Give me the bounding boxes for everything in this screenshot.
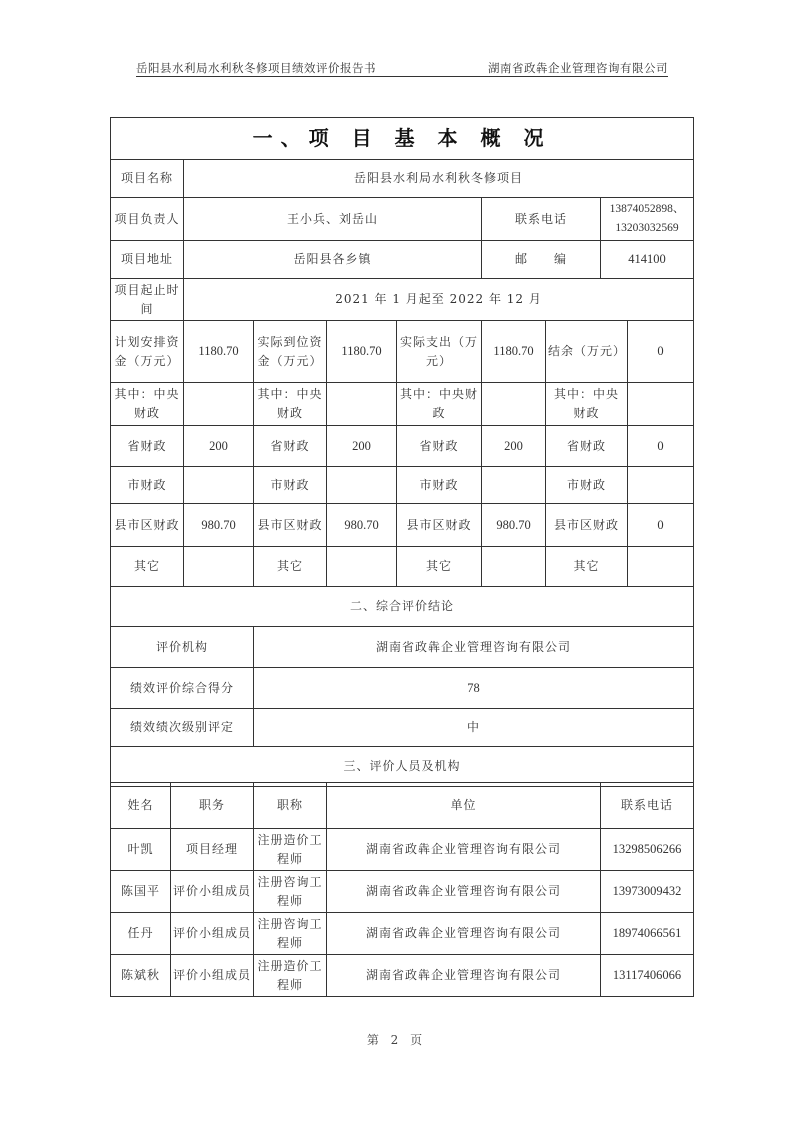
evaluator-unit: 湖南省政犇企业管理咨询有限公司 bbox=[327, 913, 601, 955]
evaluator-title: 注册造价工程师 bbox=[254, 829, 327, 871]
fund-label: 省财政 bbox=[397, 426, 482, 467]
fund-label: 其中：中央财政 bbox=[111, 383, 184, 426]
balance-value: 0 bbox=[628, 321, 694, 383]
actual-spent-value: 1180.70 bbox=[482, 321, 546, 383]
fund-label: 省财政 bbox=[254, 426, 327, 467]
header-company: 湖南省政犇企业管理咨询有限公司 bbox=[488, 61, 668, 75]
fund-value bbox=[327, 383, 397, 426]
fund-label: 县市区财政 bbox=[254, 504, 327, 547]
evaluator-title: 注册造价工程师 bbox=[254, 955, 327, 997]
planned-funds-label: 计划安排资金（万元） bbox=[111, 321, 184, 383]
section3-title: 三、评价人员及机构 bbox=[111, 747, 694, 787]
fund-value: 980.70 bbox=[327, 504, 397, 547]
balance-label: 结余（万元） bbox=[546, 321, 628, 383]
phone: 13874052898、13203032569 bbox=[601, 198, 694, 241]
fund-label: 其它 bbox=[546, 547, 628, 587]
postcode: 414100 bbox=[601, 241, 694, 279]
fund-value bbox=[327, 547, 397, 587]
planned-funds-value: 1180.70 bbox=[184, 321, 254, 383]
evaluator-phone: 13973009432 bbox=[601, 871, 694, 913]
section2-title: 二、综合评价结论 bbox=[111, 587, 694, 627]
project-name-label: 项目名称 bbox=[111, 160, 184, 198]
evaluator-phone: 13298506266 bbox=[601, 829, 694, 871]
fund-label: 县市区财政 bbox=[397, 504, 482, 547]
address-label: 项目地址 bbox=[111, 241, 184, 279]
evaluator-duty: 项目经理 bbox=[171, 829, 254, 871]
col-name: 姓名 bbox=[111, 783, 171, 829]
col-phone: 联系电话 bbox=[601, 783, 694, 829]
fund-value bbox=[628, 383, 694, 426]
fund-value: 200 bbox=[482, 426, 546, 467]
fund-value bbox=[482, 383, 546, 426]
evaluator-name: 任丹 bbox=[111, 913, 171, 955]
fund-value bbox=[184, 467, 254, 504]
section1-title: 一、项 目 基 本 概 况 bbox=[111, 118, 694, 160]
actual-received-value: 1180.70 bbox=[327, 321, 397, 383]
evaluator-unit: 湖南省政犇企业管理咨询有限公司 bbox=[327, 829, 601, 871]
fund-value bbox=[184, 547, 254, 587]
col-title: 职称 bbox=[254, 783, 327, 829]
evaluator-duty: 评价小组成员 bbox=[171, 955, 254, 997]
org: 湖南省政犇企业管理咨询有限公司 bbox=[254, 627, 694, 668]
leader-label: 项目负责人 bbox=[111, 198, 184, 241]
fund-value bbox=[482, 467, 546, 504]
evaluator-title: 注册咨询工程师 bbox=[254, 913, 327, 955]
evaluator-unit: 湖南省政犇企业管理咨询有限公司 bbox=[327, 871, 601, 913]
fund-label: 市财政 bbox=[254, 467, 327, 504]
leader: 王小兵、刘岳山 bbox=[184, 198, 482, 241]
evaluators-header-row bbox=[111, 783, 694, 829]
fund-value: 0 bbox=[628, 504, 694, 547]
fund-label: 省财政 bbox=[111, 426, 184, 467]
funds-row-other bbox=[111, 547, 694, 587]
evaluator-duty: 评价小组成员 bbox=[171, 913, 254, 955]
fund-label: 市财政 bbox=[546, 467, 628, 504]
fund-value bbox=[184, 383, 254, 426]
page-number: 第 2 页 bbox=[366, 1033, 427, 1047]
evaluator-unit: 湖南省政犇企业管理咨询有限公司 bbox=[327, 955, 601, 997]
fund-label: 省财政 bbox=[546, 426, 628, 467]
table-row bbox=[111, 829, 694, 871]
grade-label: 绩效绩次级别评定 bbox=[111, 709, 254, 747]
report-table bbox=[110, 117, 694, 787]
funds-row-central bbox=[111, 383, 694, 426]
fund-label: 市财政 bbox=[111, 467, 184, 504]
fund-value: 980.70 bbox=[482, 504, 546, 547]
project-name: 岳阳县水利局水利秋冬修项目 bbox=[184, 160, 694, 198]
fund-label: 其它 bbox=[254, 547, 327, 587]
table-row bbox=[111, 871, 694, 913]
address: 岳阳县各乡镇 bbox=[184, 241, 482, 279]
score-label: 绩效评价综合得分 bbox=[111, 668, 254, 709]
fund-label: 县市区财政 bbox=[546, 504, 628, 547]
phone-label: 联系电话 bbox=[482, 198, 601, 241]
fund-label: 县市区财政 bbox=[111, 504, 184, 547]
fund-label: 其它 bbox=[397, 547, 482, 587]
evaluator-phone: 18974066561 bbox=[601, 913, 694, 955]
fund-value: 200 bbox=[184, 426, 254, 467]
table-row bbox=[111, 913, 694, 955]
actual-spent-label: 实际支出（万元） bbox=[397, 321, 482, 383]
fund-value bbox=[482, 547, 546, 587]
org-label: 评价机构 bbox=[111, 627, 254, 668]
evaluator-name: 叶凯 bbox=[111, 829, 171, 871]
evaluator-phone: 13117406066 bbox=[601, 955, 694, 997]
score: 78 bbox=[254, 668, 694, 709]
fund-label: 其中：中央财政 bbox=[254, 383, 327, 426]
funds-row-province bbox=[111, 426, 694, 467]
fund-label: 其中：中央财政 bbox=[546, 383, 628, 426]
funds-row-city bbox=[111, 467, 694, 504]
funds-row-county bbox=[111, 504, 694, 547]
period-label: 项目起止时间 bbox=[111, 279, 184, 321]
col-duty: 职务 bbox=[171, 783, 254, 829]
actual-received-label: 实际到位资金（万元） bbox=[254, 321, 327, 383]
fund-value bbox=[628, 547, 694, 587]
fund-value: 200 bbox=[327, 426, 397, 467]
postcode-label: 邮 编 bbox=[482, 241, 601, 279]
evaluator-name: 陈国平 bbox=[111, 871, 171, 913]
evaluator-name: 陈斌秋 bbox=[111, 955, 171, 997]
period: 2021 年 1 月起至 2022 年 12 月 bbox=[184, 279, 694, 321]
evaluator-title: 注册咨询工程师 bbox=[254, 871, 327, 913]
fund-label: 市财政 bbox=[397, 467, 482, 504]
fund-value bbox=[628, 467, 694, 504]
table-row bbox=[111, 955, 694, 997]
fund-value: 980.70 bbox=[184, 504, 254, 547]
evaluators-table bbox=[110, 782, 694, 997]
fund-value: 0 bbox=[628, 426, 694, 467]
fund-label: 其中：中央财政 bbox=[397, 383, 482, 426]
col-unit: 单位 bbox=[327, 783, 601, 829]
fund-value bbox=[327, 467, 397, 504]
grade: 中 bbox=[254, 709, 694, 747]
evaluator-duty: 评价小组成员 bbox=[171, 871, 254, 913]
fund-label: 其它 bbox=[111, 547, 184, 587]
header-report-title: 岳阳县水利局水利秋冬修项目绩效评价报告书 bbox=[136, 61, 376, 75]
page-header bbox=[136, 60, 668, 77]
